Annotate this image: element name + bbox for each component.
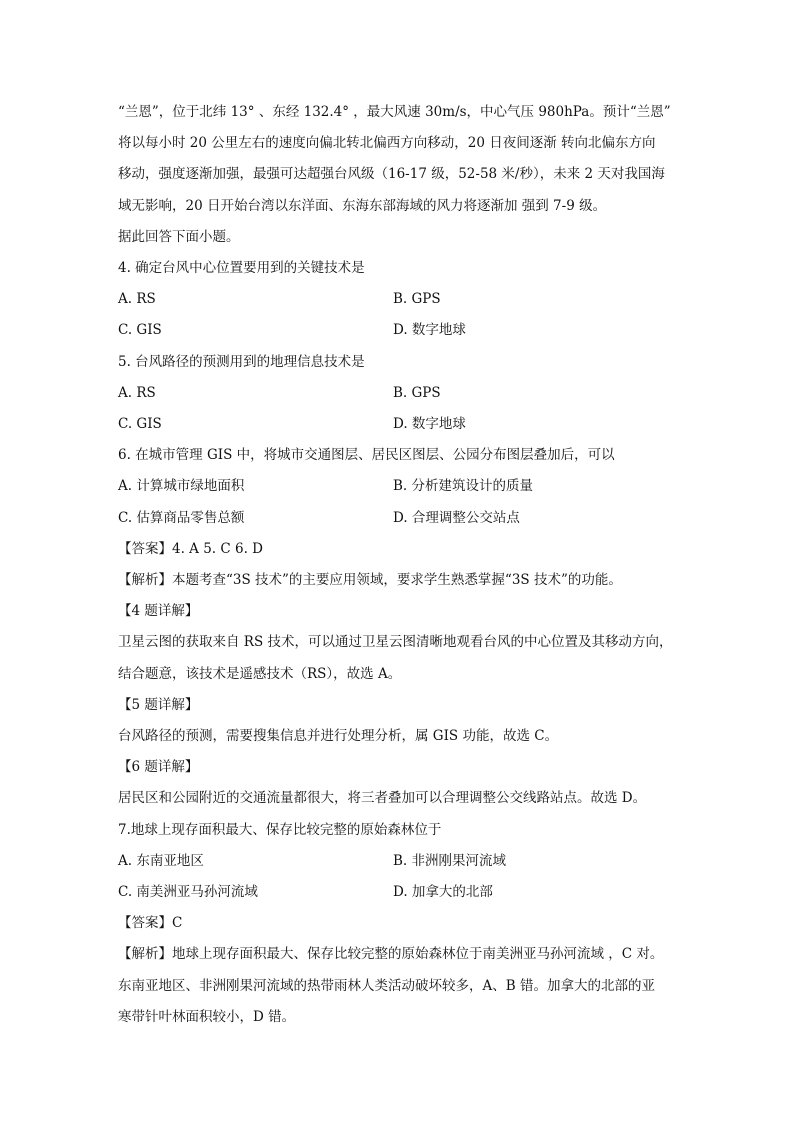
answer-7: 【答案】C [118, 915, 183, 931]
q4-option-c: C. GIS [118, 322, 162, 338]
intro-line-3: 移动，强度逐渐加强，最强可达超强台风级（16-17 级，52-58 米/秒），未来 2 天对我国海 [118, 166, 665, 182]
intro-line-4: 域无影响，20 日开始台湾以东洋面、东海东部海域的风力将逐渐加 强到 7-9 级。 [118, 198, 607, 214]
q6-option-b: B. 分析建筑设计的质量 [393, 478, 534, 494]
q4-option-d: D. 数字地球 [393, 322, 466, 338]
q5-option-c: C. GIS [118, 416, 162, 432]
q5-option-d: D. 数字地球 [393, 416, 466, 432]
q6-option-d: D. 合理调整公交站点 [393, 510, 520, 526]
q7-option-d: D. 加拿大的北部 [393, 884, 493, 900]
q6-stem: 6. 在城市管理 GIS 中，将城市交通图层、居民区图层、公园分布图层叠加后，可以 [118, 447, 615, 463]
intro-line-2: 将以每小时 20 公里左右的速度向偏北转北偏西方向移动，20 日夜间逐渐 转向北偏东方向 [118, 135, 656, 151]
q7-option-b: B. 非洲刚果河流域 [393, 853, 507, 869]
q7-stem: 7.地球上现存面积最大、保存比较完整的原始森林位于 [118, 822, 442, 838]
intro-line-5: 据此回答下面小题。 [118, 229, 240, 245]
q6-option-a: A. 计算城市绿地面积 [118, 478, 245, 494]
analysis-7-line-1: 【解析】地球上现存面积最大、保存比较完整的原始森林位于南美洲亚马孙河流域 ，C 对。 [118, 946, 664, 962]
q4-option-b: B. GPS [393, 291, 441, 307]
q5-option-b: B. GPS [393, 385, 441, 401]
q5-option-a: A. RS [118, 385, 156, 401]
q7-option-c: C. 南美洲亚马孙河流域 [118, 884, 258, 900]
detail-6-title: 【6 题详解】 [118, 759, 199, 775]
q4-option-a: A. RS [118, 291, 156, 307]
detail-4-line-1: 卫星云图的获取来自 RS 技术，可以通过卫星云图清晰地观看台风的中心位置及其移动方向， [118, 634, 673, 650]
detail-4-title: 【4 题详解】 [118, 603, 199, 619]
intro-line-1: “兰恩”，位于北纬 13° 、东经 132.4° ，最大风速 30m/s，中心气压 980hPa。预计“兰恩” [118, 104, 671, 120]
analysis-7-line-3: 寒带针叶林面积较小，D 错。 [118, 1009, 296, 1025]
detail-4-line-2: 结合题意，该技术是遥感技术（RS），故选 A。 [118, 666, 402, 682]
analysis-7-line-2: 东南亚地区、非洲刚果河流域的热带雨林人类活动破坏较多，A、B 错。加拿大的北部的亚 [118, 978, 655, 994]
analysis-4-6: 【解析】本题考查“3S 技术”的主要应用领域，要求学生熟悉掌握“3S 技术”的功能。 [118, 572, 622, 588]
q7-option-a: A. 东南亚地区 [118, 853, 204, 869]
answer-4-6: 【答案】4. A 5. C 6. D [118, 541, 263, 557]
q4-stem: 4. 确定台风中心位置要用到的关键技术是 [118, 260, 365, 276]
q5-stem: 5. 台风路径的预测用到的地理信息技术是 [118, 354, 365, 370]
q6-option-c: C. 估算商品零售总额 [118, 510, 245, 526]
detail-5-title: 【5 题详解】 [118, 697, 199, 713]
detail-6-line-1: 居民区和公园附近的交通流量都很大，将三者叠加可以合理调整公交线路站点。故选 D。 [118, 790, 647, 806]
detail-5-line-1: 台风路径的预测，需要搜集信息并进行处理分析，属 GIS 功能，故选 C。 [118, 728, 559, 744]
